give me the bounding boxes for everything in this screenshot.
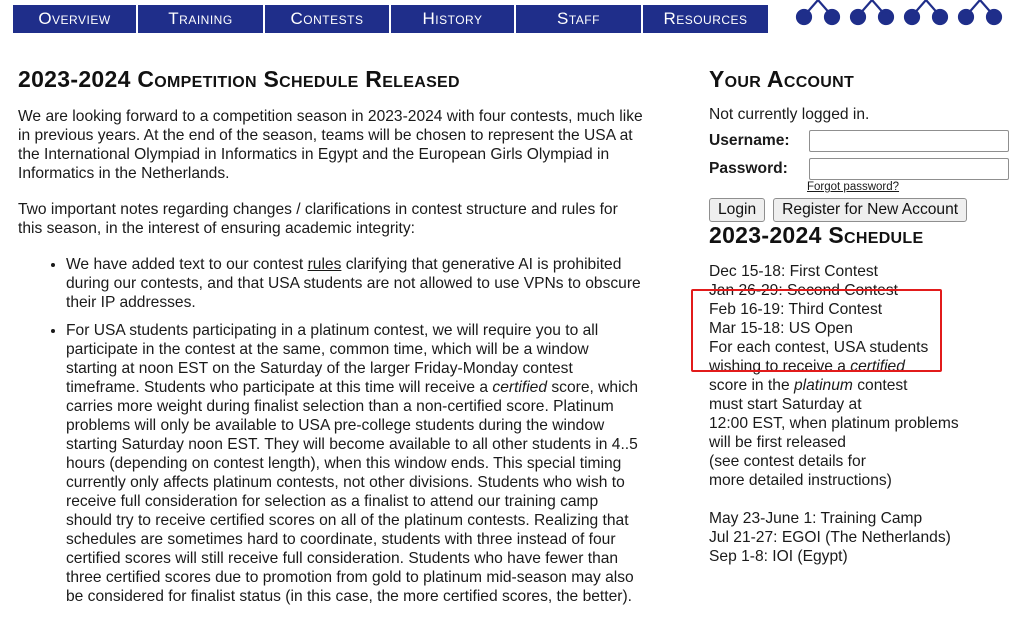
list-item: May 23-June 1: Training Camp: [709, 510, 923, 527]
article-intro-paragraph: We are looking forward to a competition season in 2023-2024 with four contests, much like in previous years. At the end of the season, teams will be chosen to represent the USA at the International Olympiad in Informatics in Egypt and the European Girls Olympiad in Informatics in the Netherlands.: [18, 108, 643, 182]
list-item: Mar 15-18: US Open: [709, 320, 853, 337]
usaco-cow-logo-icon: [790, 0, 1015, 28]
list-item: • For USA students participating in a platinum contest, we will require you to all participate in the contest at the same, common time, which will be a window starting at noon EST on the Saturday of the larger Friday-Monday contest timeframe. Students who participate at this time will receive a certified score, which carries more weight during finalist selection than a non-certified score. Platinum problems will only be available to USA pre-college students during the window starting Saturday noon EST. They will become available to all other students in 4..5 hours (depending on contest length), when this window ends. This special timing currently only affects platinum contests, not other divisions. Students who wish to receive full consideration for selection as a finalist to attend our training camp should try to receive certified scores on all of the platinum contests. Realizing that schedules are sometimes hard to coordinate, students with three instead of four certified scores will still receive full consideration. Students who have fewer than three certified scores due to promotion from gold to platinum mid-season may also be considered for finalist status (in this case, the more certified scores, the better).: [66, 321, 643, 606]
nav-item-contests[interactable]: Contests: [265, 5, 391, 33]
nav-item-overview[interactable]: Overview: [13, 5, 138, 33]
username-row: [709, 130, 1019, 152]
event-schedule-list: [709, 509, 1019, 566]
list-item: Sep 1-8: IOI (Egypt): [709, 548, 848, 565]
password-input[interactable]: [809, 158, 1009, 180]
register-button[interactable]: Register for New Account: [773, 198, 967, 222]
notes-list: [18, 255, 643, 606]
login-status: Not currently logged in.: [709, 106, 870, 123]
nav-item-resources[interactable]: Resources: [663, 9, 748, 28]
list-item: Jan 26-29: Second Contest: [709, 282, 898, 299]
schedule-highlight-box: [691, 289, 942, 372]
list-item: Dec 15-18: First Contest: [709, 263, 878, 280]
list-item: Feb 16-19: Third Contest: [709, 301, 883, 318]
nav-item-history[interactable]: History: [391, 5, 516, 33]
forgot-password-link[interactable]: Forgot password?: [807, 181, 900, 193]
nav-item-staff[interactable]: Staff: [516, 5, 643, 33]
top-nav: [13, 5, 768, 33]
username-label: Username:: [709, 132, 790, 149]
article-notes-paragraph: Two important notes regarding changes / clarifications in contest structure and rules for this season, in the interest of ensuring academic integrity:: [18, 201, 618, 237]
account-buttons: [709, 198, 1019, 222]
article-title: 2023-2024 Competition Schedule Released: [18, 66, 460, 92]
rules-link[interactable]: rules: [307, 256, 342, 273]
nav-item-training[interactable]: Training: [138, 5, 265, 33]
main-article: [18, 66, 643, 615]
account-title: Your Account: [709, 66, 855, 92]
list-item: • We have added text to our contest rules clarifying that generative AI is prohibited during our contests, and that USA students are not allowed to use VPNs to obscure their IP addresses.: [66, 255, 643, 312]
password-label: Password:: [709, 160, 788, 177]
schedule-note: For each contest, USA students wishing to receive a certified score in the platinum contest must start Saturday at 12:00 EST, when platinum problems will be first released (see contest details for more detailed instructions): [709, 339, 959, 489]
username-input[interactable]: [809, 130, 1009, 152]
password-row: [709, 158, 1019, 180]
schedule-title: 2023-2024 Schedule: [709, 222, 924, 248]
list-item: Jul 21-27: EGOI (The Netherlands): [709, 529, 951, 546]
login-button[interactable]: Login: [709, 198, 765, 222]
